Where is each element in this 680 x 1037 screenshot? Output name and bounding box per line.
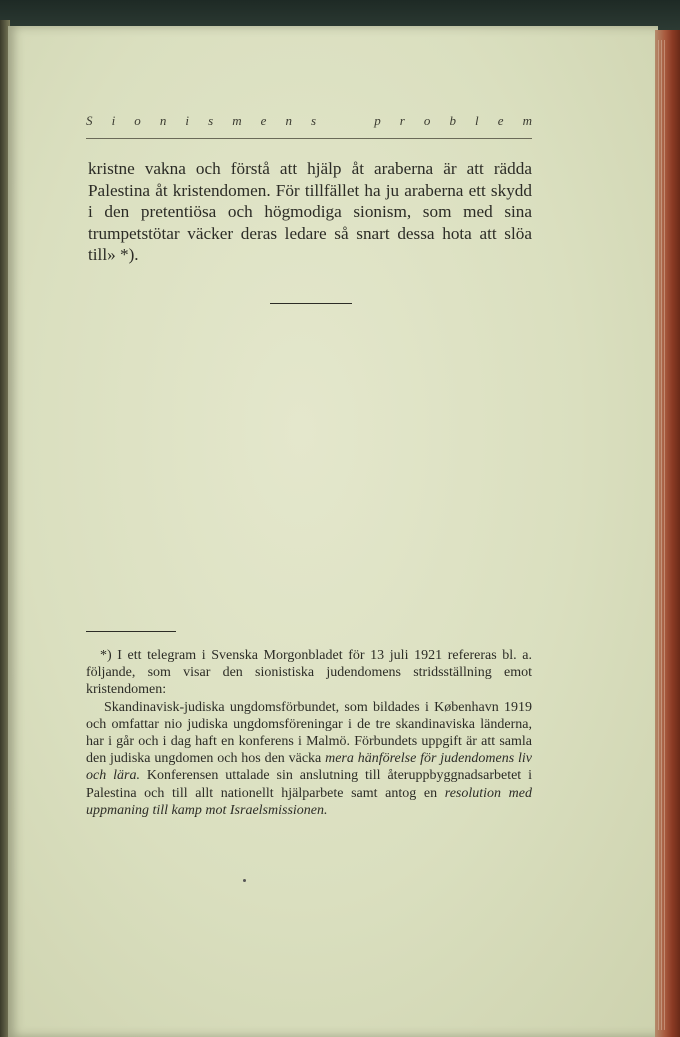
running-head-letter: e: [260, 113, 267, 128]
running-head-letter: i: [111, 113, 116, 128]
footnote-text: Skandinavisk-judiska ungdomsförbundet, som bildades i København 1919 och omfattar nio judiska ungdomsföreningar i de tre skandinaviska länderna, har i går och i dag haft en konferens i Malmö. Förbundets uppgift är att samla den judiska ungdomen och hos den väcka: [86, 699, 532, 767]
running-head-letter: r: [399, 113, 405, 128]
footnote: [86, 647, 532, 819]
running-head-letter: b: [449, 113, 456, 128]
footnote-text: Konferensen uttalade sin anslutning till återuppbyggnadsarbetet i Palestina och till allt nationellt hjälparbete samt antog en: [86, 768, 532, 801]
running-head-letter: i: [185, 113, 189, 128]
running-head-rule: [86, 138, 532, 139]
running-head-letter: s: [311, 113, 317, 128]
body-text: [88, 158, 532, 266]
running-head-letter: m: [232, 113, 242, 128]
running-head-letter: o: [423, 113, 431, 128]
page-stack-lines: [658, 40, 666, 1030]
section-separator-rule: [270, 303, 352, 304]
footnote-paragraph-1: *) I ett telegram i Svenska Morgonbladet för 13 juli 1921 refereras bl. a. följande, som visar den sionistiska judendomens stridsställning emot kristendomen:: [86, 648, 532, 698]
running-head-letter: n: [285, 113, 292, 128]
running-head: [86, 113, 532, 129]
running-head-letter: e: [497, 113, 504, 128]
footnote-italic-text: mera hänförelse för judendomens liv och lära.: [86, 751, 532, 784]
running-head-letter: S: [86, 113, 93, 128]
footnote-rule: [86, 631, 176, 632]
running-head-letter: o: [134, 113, 141, 128]
running-head-spacer: [335, 113, 355, 129]
footnote-paragraph-2: [86, 699, 532, 819]
footnote-italic-text: resolution med uppmaning till kamp mot Israelsmissionen.: [86, 785, 532, 818]
running-head-letter: l: [475, 113, 479, 128]
body-paragraph: kristne vakna och förstå att hjälp åt araberna är att rädda Palestina åt kristendomen. För tillfället ha ju araberna ett skydd i den pretentiösa och högmodiga sionism, som med sina trumpetstötar väcker deras ledare så snart dessa hota att slöa till» *).: [88, 159, 532, 265]
running-head-letter: s: [208, 113, 214, 128]
page-speck: [243, 879, 246, 882]
running-head-letter: p: [374, 113, 381, 128]
running-head-letter: m: [522, 113, 532, 128]
running-head-letter: n: [159, 113, 167, 128]
